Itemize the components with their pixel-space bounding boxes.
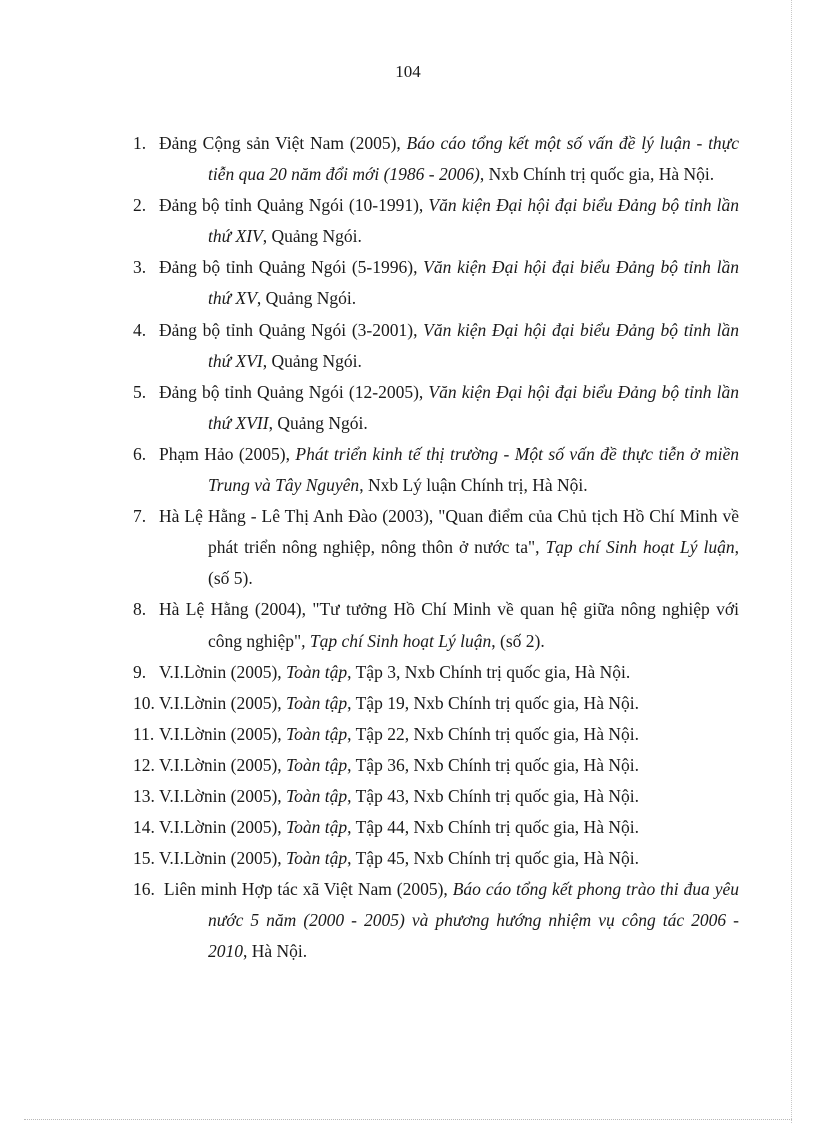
reference-item <box>133 190 739 252</box>
reference-item <box>133 315 739 377</box>
reference-title: Báo cáo tổng kết một số vấn đề lý luận - thực tiễn qua 20 năm đổi mới (1986 - 2006) <box>208 133 739 185</box>
reference-number: 2. <box>133 195 147 216</box>
reference-title: Văn kiện Đại hội đại biểu Đảng bộ tỉnh lần thứ XVII <box>208 381 739 433</box>
reference-item <box>133 812 739 843</box>
reference-publisher: , Nxb Lý luận Chính trị, Hà Nội. <box>359 475 588 496</box>
reference-number: 6. <box>133 443 147 464</box>
reference-item <box>133 657 739 688</box>
reference-number: 14. <box>133 817 155 838</box>
reference-item <box>133 128 739 190</box>
reference-author: V.I.Lờnin (2005), <box>159 848 287 869</box>
reference-number: 5. <box>133 381 147 402</box>
reference-number: 8. <box>133 599 147 620</box>
reference-author: V.I.Lờnin (2005), <box>159 785 287 806</box>
reference-publisher: , Tập 45, Nxb Chính trị quốc gia, Hà Nội. <box>347 848 639 869</box>
page-number: 104 <box>395 62 421 81</box>
reference-author: Đảng bộ tỉnh Quảng Ngói (12-2005), <box>159 381 429 402</box>
reference-publisher: , Tập 43, Nxb Chính trị quốc gia, Hà Nội. <box>347 785 639 806</box>
reference-author: Liên minh Hợp tác xã Việt Nam (2005), <box>159 879 453 900</box>
reference-title: Toàn tập <box>286 661 348 682</box>
reference-publisher: , Tập 22, Nxb Chính trị quốc gia, Hà Nội. <box>347 723 639 744</box>
reference-author: V.I.Lờnin (2005), <box>159 723 287 744</box>
reference-title: , Tạp chí Sinh hoạt Lý luận <box>301 630 492 651</box>
reference-publisher: , Tập 44, Nxb Chính trị quốc gia, Hà Nội. <box>347 817 639 838</box>
reference-item <box>133 377 739 439</box>
reference-publisher: , (số 5). <box>208 537 739 589</box>
reference-title: Văn kiện Đại hội đại biểu Đảng bộ tỉnh lần thứ XV <box>208 257 739 309</box>
reference-title: Văn kiện Đại hội đại biểu Đảng bộ tỉnh lần thứ XIV <box>208 195 739 247</box>
reference-publisher: , Tập 3, Nxb Chính trị quốc gia, Hà Nội. <box>347 661 631 682</box>
reference-title: Văn kiện Đại hội đại biểu Đảng bộ tỉnh lần thứ XVI <box>208 319 739 371</box>
reference-title: Toàn tập <box>286 817 348 838</box>
reference-author: V.I.Lờnin (2005), <box>159 817 287 838</box>
reference-author: V.I.Lờnin (2005), <box>159 661 287 682</box>
reference-publisher: , Quảng Ngói. <box>256 288 357 309</box>
reference-author: Phạm Hảo (2005), <box>159 443 296 464</box>
reference-item <box>133 501 739 594</box>
reference-publisher: , Tập 19, Nxb Chính trị quốc gia, Hà Nội. <box>347 692 639 713</box>
reference-title: Báo cáo tổng kết phong trào thi đua yêu nước 5 năm (2000 - 2005) và phương hướng nhiệm vụ công tác 2006 - 2010 <box>208 879 739 962</box>
reference-author: V.I.Lờnin (2005), <box>159 754 287 775</box>
reference-author: Đảng bộ tỉnh Quảng Ngói (5-1996), <box>159 257 424 278</box>
reference-title: Tạp chí Sinh hoạt Lý luận <box>545 537 735 558</box>
reference-number: 9. <box>133 661 147 682</box>
reference-title: Toàn tập <box>286 692 348 713</box>
reference-item <box>133 750 739 781</box>
reference-title: Toàn tập <box>286 723 348 744</box>
right-margin-rule <box>791 0 792 1123</box>
reference-author: Hà Lệ Hằng (2004), "Tư tưởng Hồ Chí Minh về quan hệ giữa nông nghiệp với công nghiệp" <box>159 599 739 651</box>
reference-author: Đảng bộ tỉnh Quảng Ngói (3-2001), <box>159 319 424 340</box>
reference-number: 15. <box>133 848 155 869</box>
reference-number: 3. <box>133 257 147 278</box>
reference-item <box>133 439 739 501</box>
reference-author: Đảng bộ tỉnh Quảng Ngói (10-1991), <box>159 195 429 216</box>
reference-publisher: , Quảng Ngói. <box>268 412 368 433</box>
reference-number: 4. <box>133 319 147 340</box>
reference-item <box>133 252 739 314</box>
reference-number: 16. <box>133 879 155 900</box>
reference-publisher: , Tập 36, Nxb Chính trị quốc gia, Hà Nội. <box>347 754 639 775</box>
reference-publisher: , Quảng Ngói. <box>262 226 362 247</box>
reference-publisher: , Quảng Ngói. <box>262 350 362 371</box>
reference-title: Toàn tập <box>286 754 348 775</box>
reference-item <box>133 874 739 967</box>
reference-number: 13. <box>133 785 155 806</box>
reference-number: 12. <box>133 754 155 775</box>
reference-title: Phát triển kinh tế thị trường - Một số vấn đề thực tiễn ở miền Trung và Tây Nguyên <box>208 443 739 496</box>
reference-publisher: , Nxb Chính trị quốc gia, Hà Nội. <box>479 164 715 185</box>
reference-item <box>133 781 739 812</box>
reference-number: 7. <box>133 506 147 527</box>
reference-title: Toàn tập <box>286 785 348 806</box>
reference-item <box>133 719 739 750</box>
reference-item <box>133 594 739 656</box>
reference-number: 1. <box>133 133 147 153</box>
reference-author: Đảng Cộng sản Việt Nam (2005), <box>159 133 407 153</box>
reference-item <box>133 688 739 719</box>
reference-title: Toàn tập <box>286 848 348 869</box>
reference-item <box>133 843 739 874</box>
reference-publisher: , (số 2). <box>491 630 545 651</box>
reference-publisher: , Hà Nội. <box>243 941 308 962</box>
bottom-margin-rule <box>24 1119 792 1120</box>
reference-number: 10. <box>133 692 155 713</box>
reference-number: 11. <box>133 723 155 744</box>
reference-author: V.I.Lờnin (2005), <box>159 692 287 713</box>
reference-list <box>133 128 739 968</box>
reference-author: Hà Lệ Hằng - Lê Thị Anh Đào (2003), "Quan điểm của Chủ tịch Hồ Chí Minh về phát triển nông nghiệp, nông thôn ở nước ta", <box>159 506 739 558</box>
